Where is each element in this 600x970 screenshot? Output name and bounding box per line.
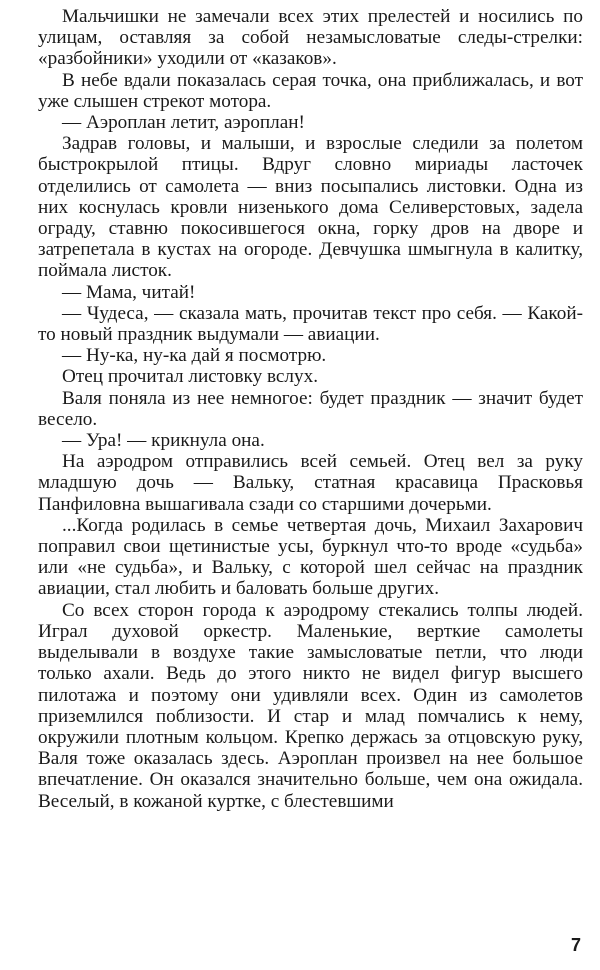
dialogue-line: — Чудеса, — сказала мать, прочитав текст про себя. — Какой-то новый праздник выдумали — авиации. [38,302,583,346]
dialogue-line: — Мама, читай! [62,281,196,303]
paragraph: Со всех сторон города к аэродрому стекались толпы людей. Играл духовой оркестр. Маленькие, верткие самолеты выделывали в воздухе такие замысловатые петли, что люди только ахали. Ведь до этого никто не видел фигур высшего пилотажа и поэтому они удивляли всех. Один из самолетов приземлился поблизости. И стар и млад помчались к нему, окружили плотным кольцом. Крепко держась за отцовскую руку, Валя тоже оказалась здесь. Аэроплан произвел на нее большое впечатление. Он оказался значительно больше, чем она ожидала. Веселый, в кожаной куртке, с блестевшими [38,599,583,812]
page-number: 7 [570,935,581,955]
paragraph: В небе вдали показалась серая точка, она приближалась, и вот уже слышен стрекот мотора. [38,69,583,112]
text-column [38,6,583,812]
paragraph: Задрав головы, и малыши, и взрослые следили за полетом быстрокрылой птицы. Вдруг словно мириады ласточек отделились от самолета — вниз посыпались листовки. Одна из них коснулась кровли низенького дома Селиверстовых, задела ограду, ставню покосившегося окна, горку дров на дворе и затрепетала в кустах на огороде. Девчушка шмыгнула в калитку, поймала листок. [38,133,583,282]
paragraph: Валя поняла из нее немногое: будет праздник — значит будет весело. [38,387,583,430]
paragraph: ...Когда родилась в семье четвертая дочь, Михаил Захарович поправил свои щетинистые усы, буркнул что-то вроде «судьба» или «не судьба», и Вальку, с которой шел сейчас на праздник авиации, стал любить и баловать больше других. [38,514,583,600]
paragraph: Мальчишки не замечали всех этих прелестей и носились по улицам, оставляя за собой незамысловатые следы-стрелки: «разбойники» уходили от «казаков». [38,6,583,70]
paragraph: Отец прочитал листовку вслух. [62,366,318,388]
dialogue-line: — Аэроплан летит, аэроплан! [62,112,305,134]
dialogue-line: — Ура! — крикнула она. [62,430,265,452]
book-page [38,6,583,964]
paragraph: На аэродром отправились всей семьей. Отец вел за руку младшую дочь — Вальку, статная красавица Прасковья Панфиловна вышагивала сзади со старшими дочерьми. [38,451,583,515]
dialogue-line: — Ну-ка, ну-ка дай я посмотрю. [62,345,327,367]
